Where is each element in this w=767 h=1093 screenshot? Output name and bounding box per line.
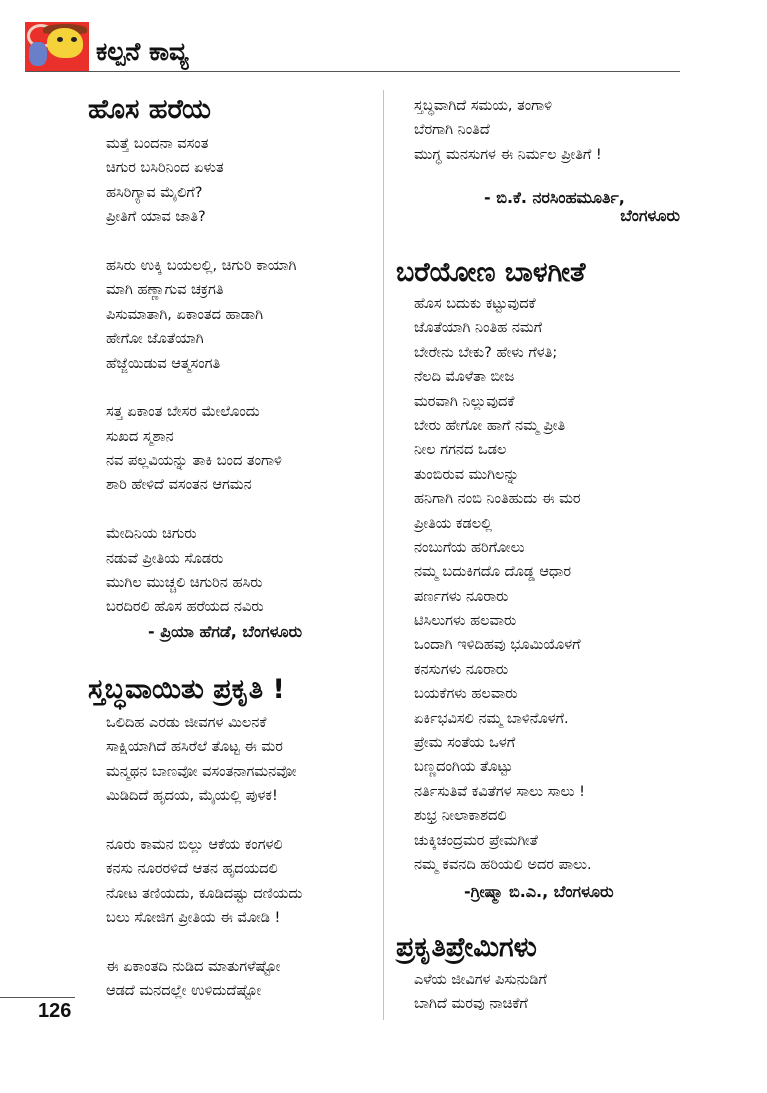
poem-line: ಹೇಗೋ ಜೊತೆಯಾಗಿ	[106, 331, 204, 348]
poem-line: ಬೇರೇನು ಬೇಕು? ಹೇಳು ಗೆಳತಿ;	[414, 344, 558, 361]
poem-line: ಪಿಸುಮಾತಾಗಿ, ಏಕಾಂತದ ಹಾಡಾಗಿ	[106, 306, 263, 323]
poem-line: ಕನಸು ನೂರರಳಿದೆ ಆತನ ಹೃದಯದಲಿ	[106, 861, 278, 878]
poem-line: ಮುಗ್ಧ ಮನಸುಗಳ ಈ ನಿರ್ಮಲ ಪ್ರೀತಿಗೆ !	[414, 146, 602, 163]
poem-line: ಹೆಜ್ಜೆಯಿಡುವ ಆತ್ಮಸಂಗತಿ	[106, 355, 221, 372]
poem-line: ಆಡದೆ ಮನದಲ್ಲೇ ಉಳಿದುದೆಷ್ಟೋ	[106, 983, 262, 1000]
poem-body	[414, 968, 547, 1017]
poem-line: ಟಿಸಿಲುಗಳು ಹಲವಾರು	[414, 613, 517, 630]
poem-line: ಬಯಕೆಗಳು ಹಲವಾರು	[414, 686, 518, 703]
poem-line: ಏರ್ಕಿಭವಿಸಲಿ ನಮ್ಮ ಬಾಳಿನೊಳಗೆ.	[414, 710, 569, 727]
poem-author: -ಗ್ರೀಷ್ಮಾ ಬಿ.ಎ., ಬೆಂಗಳೂರು	[464, 882, 614, 901]
poem-line: ಒಲಿದಿಹ ಎರಡು ಜೀವಗಳ ಮಿಲನಕೆ	[106, 715, 267, 731]
poem-line: ಸಾಕ್ಷಿಯಾಗಿದೆ ಹಸಿರೆಲೆ ತೊಟ್ಟ ಈ ಮರ	[106, 739, 283, 756]
poem-author-city: ಬೆಂಗಳೂರು	[620, 206, 680, 225]
poem-line: ನರ್ತಿಸುತಿವೆ ಕವಿತೆಗಳ ಸಾಲು ಸಾಲು !	[414, 783, 585, 800]
stanza-gap	[106, 931, 302, 955]
logo-eye-left	[57, 37, 63, 42]
logo-eye-right	[71, 37, 77, 42]
poem-line: ಪ್ರೀತಿಗೆ ಯಾವ ಜಾತಿ?	[106, 209, 206, 226]
poem-line: ಮರವಾಗಿ ನಿಲ್ಲುವುದಕೆ	[414, 393, 515, 410]
poem-title: ಬರೆಯೋಣ ಬಾಳಗೀತೆ	[396, 257, 586, 288]
poem-line: ಕನಸುಗಳು ನೂರಾರು	[414, 661, 509, 678]
poem-line: ಶುಭ್ರ ನೀಲಾಕಾಶದಲಿ	[414, 808, 507, 825]
poem-body	[414, 292, 592, 877]
poem-line: ನಂಬುಗೆಯ ಹರಿಗೋಲು	[414, 539, 525, 556]
poem-line: ಎಳೆಯ ಜೀವಿಗಳ ಪಿಸುನುಡಿಗೆ	[414, 972, 547, 988]
poem-line: ಬಣ್ಣದಂಗಿಯ ತೊಟ್ಟು	[414, 759, 513, 776]
poem-line: ಹಸಿರು ಉಕ್ಕಿ ಬಯಲಲ್ಲಿ, ಚಿಗುರಿ ಕಾಯಾಗಿ	[106, 257, 297, 274]
poem-line: ನೂರು ಕಾಮನ ಬಿಲ್ಲು ಆಕೆಯ ಕಂಗಳಲಿ	[106, 836, 283, 853]
poem-author: - ಪ್ರಿಯಾ ಹೆಗಡೆ, ಬೆಂಗಳೂರು	[148, 622, 303, 641]
poem-line: ಬರದಿರಲಿ ಹೊಸ ಹರೆಯದ ನವಿರು	[106, 599, 264, 616]
poem-body	[106, 132, 296, 620]
poem-line: ಹನಿಗಾಗಿ ನಂಬಿ ನಿಂತಿಹುದು ಈ ಮರ	[414, 491, 581, 508]
poem-line: ಈ ಏಕಾಂತದಿ ನುಡಿದ ಮಾತುಗಳೆಷ್ಟೋ	[106, 958, 281, 975]
poem-line: ಮೇದಿನಿಯ ಚಿಗುರು	[106, 526, 197, 543]
header-divider	[25, 71, 680, 72]
poem-line: ಶಾರಿ ಹೇಳಿದೆ ವಸಂತನ ಆಗಮನ	[106, 477, 252, 494]
poem-body	[106, 711, 302, 1004]
logo-face	[47, 28, 83, 58]
poem-line: ನೆಲದಿ ಮೊಳೆತಾ ಬೀಜ	[414, 369, 515, 386]
poem-title: ಪ್ರಕೃತಿಪ್ರೇಮಿಗಳು	[396, 932, 537, 963]
section-title: ಕಲ್ಪನೆ ಕಾವ್ಯ	[96, 37, 189, 66]
poem-line: ಸುಖದ ಸ್ಮಶಾನ	[106, 428, 174, 445]
poem-line: ನವ ಪಲ್ಲವಿಯನ್ನು ತಾಕಿ ಬಂದ ತಂಗಾಳಿ	[106, 453, 282, 470]
poem-line: ನೀಲ ಗಗನದ ಒಡಲ	[414, 442, 507, 459]
poem-title: ಹೊಸ ಹರೆಯ	[88, 94, 211, 125]
poem-line: ಪರ್ಣಗಳು ನೂರಾರು	[414, 588, 509, 605]
column-divider	[383, 90, 384, 1020]
poem-line: ಮಿಡಿದಿದೆ ಹೃದಯ, ಮೈಯಲ್ಲಿ ಪುಳಕ!	[106, 788, 278, 805]
poem-line: ನಡುವೆ ಪ್ರೀತಿಯ ಸೊಡರು	[106, 550, 224, 567]
stanza-gap	[106, 809, 302, 833]
stanza-gap	[106, 230, 296, 254]
poem-line: ಮನ್ಮಥನ ಬಾಣವೋ ವಸಂತನಾಗಮನವೋ	[106, 763, 297, 780]
poem-line: ಮುಗಿಲ ಮುಚ್ಚಲಿ ಚಿಗುರಿನ ಹಸಿರು	[106, 575, 263, 592]
poem-line: ನಮ್ಮ ಕವನದಿ ಹರಿಯಲಿ ಅದರ ಪಾಲು.	[414, 856, 592, 873]
poem-line: ಬೆರಗಾಗಿ ನಿಂತಿದೆ	[414, 122, 490, 139]
poem-line: ಬಾಗಿದೆ ಮರವು ನಾಚಿಕೆಗೆ	[414, 996, 528, 1013]
poem-line: ಮತ್ತೆ ಬಂದನಾ ವಸಂತ	[106, 136, 209, 152]
poem-line: ಸತ್ತ ಏಕಾಂತ ಬೇಸರ ಮೇಲೊಂದು	[106, 404, 260, 421]
poem-line: ಹೊಸ ಬದುಕು ಕಟ್ಟುವುದಕೆ	[414, 296, 536, 312]
page-number: 126	[38, 1000, 72, 1022]
poem-line: ಸ್ತಬ್ಧವಾಗಿದೆ ಸಮಯ, ತಂಗಾಳಿ	[414, 98, 553, 114]
poem-line: ತುಂಬಿರುವ ಮುಗಿಲನ್ನು	[414, 466, 520, 483]
footer-divider	[0, 997, 75, 998]
poem-title: ಸ್ತಬ್ಧವಾಯಿತು ಪ್ರಕೃತಿ !	[88, 674, 285, 705]
stanza-gap	[106, 498, 296, 522]
poem-line: ಪ್ರೇಮ ಸಂತೆಯ ಒಳಗೆ	[414, 735, 516, 752]
poem-author: - ಬಿ.ಕೆ. ನರಸಿಂಹಮೂರ್ತಿ,	[484, 188, 625, 207]
logo-hand	[29, 42, 47, 66]
poem-line: ಒಂದಾಗಿ ಇಳಿದಿಹವು ಭೂಮಿಯೊಳಗೆ	[414, 637, 581, 654]
poem-line: ಜೊತೆಯಾಗಿ ನಿಂತಿಹ ನಮಗೆ	[414, 320, 543, 337]
poem-line: ಚಿಗುರ ಬಸಿರಿನಿಂದ ಏಳುತ	[106, 160, 224, 177]
poem-line: ಮಾಗಿ ಹಣ್ಣಾಗುವ ಚಕ್ರಗತಿ	[106, 282, 224, 299]
poem-line: ನೋಟ ತಣಿಯದು, ಕೂಡಿದಷ್ಟು ದಣಿಯದು	[106, 885, 303, 902]
poem-line: ಹಸಿರಿಗ್ಯಾವ ಮೈಲಿಗೆ?	[106, 184, 203, 201]
magazine-logo-icon	[25, 22, 89, 72]
stanza-gap	[106, 376, 296, 400]
poem-line: ಬಲು ಸೋಜಿಗ ಪ್ರೀತಿಯ ಈ ಮೋಡಿ !	[106, 910, 281, 927]
poem-line: ಪ್ರೀತಿಯ ಕಡಲಲ್ಲಿ	[414, 515, 493, 532]
poem-line: ಬೇರು ಹೇಗೋ ಹಾಗೆ ನಮ್ಮ ಪ್ರೀತಿ	[414, 417, 566, 434]
poem-body-continued	[414, 94, 602, 167]
poem-line: ನಮ್ಮ ಬದುಕಿಗದೊ ದೊಡ್ಡ ಆಧಾರ	[414, 564, 572, 581]
poem-line: ಚುಕ್ಕಿಚಂದ್ರಮರ ಪ್ರೇಮಗೀತೆ	[414, 832, 538, 849]
